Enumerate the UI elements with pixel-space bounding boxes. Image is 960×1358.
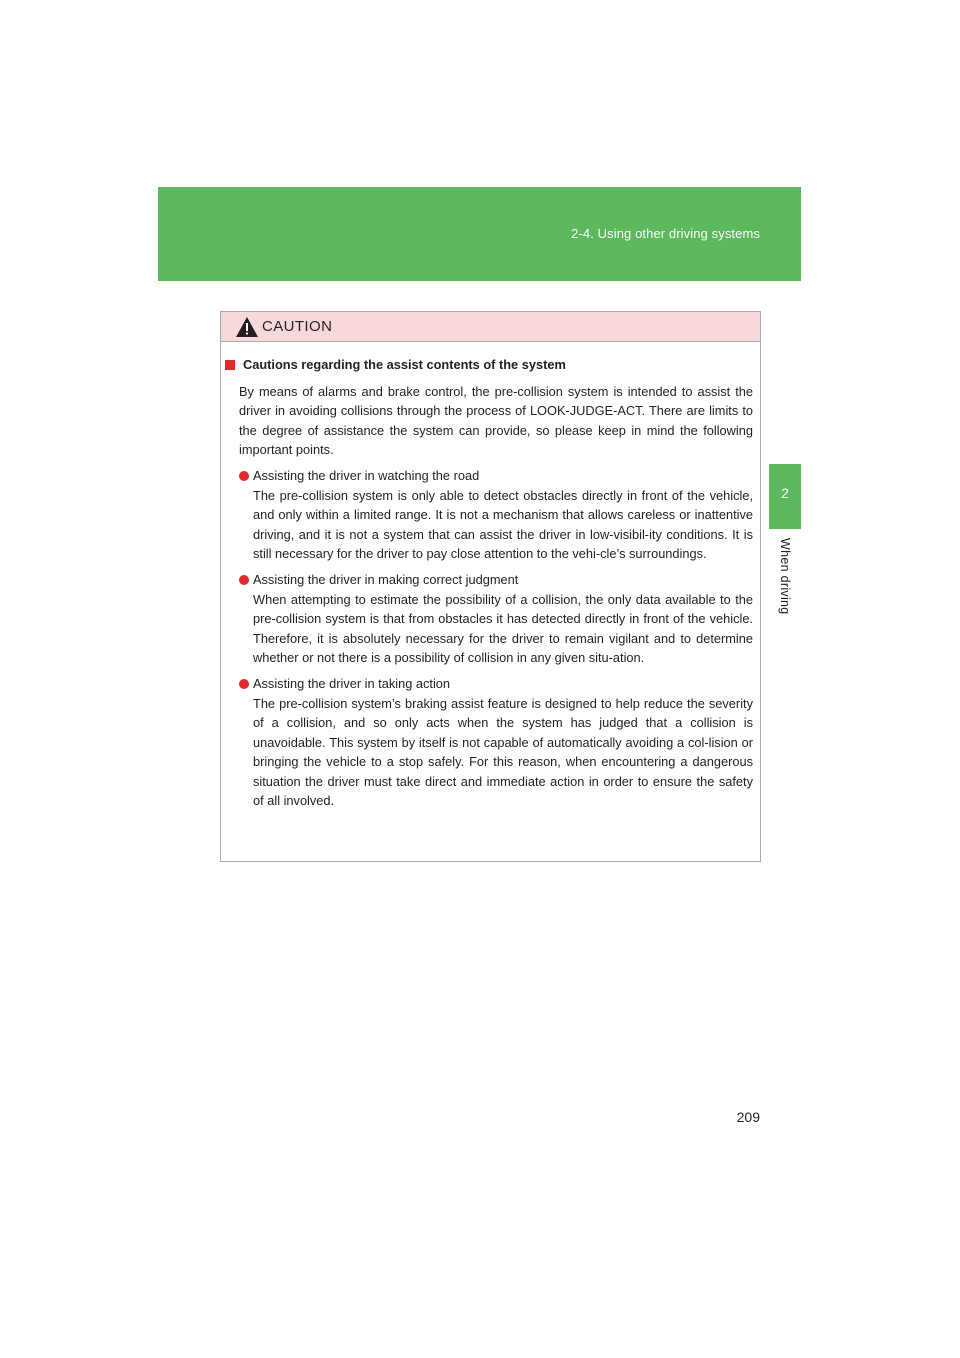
section-title: 2-4. Using other driving systems (571, 226, 760, 241)
round-bullet-icon (239, 575, 249, 585)
caution-header (221, 312, 760, 342)
caution-box (220, 311, 761, 862)
list-item (239, 674, 753, 811)
list-item-text: The pre-collision system is only able to detect obstacles directly in front of the vehicle, and only within a limited range. It is not a mechanism that allows careless or inattentive driving, and it is not a system that can assist the driver in low-visibil-ity conditions. It is still necessary for the driver to pay close attention to the vehi-cle’s surroundings. (253, 487, 753, 562)
list-item (239, 570, 753, 668)
list-item-title: Assisting the driver in watching the road (253, 467, 480, 483)
list-item-title: Assisting the driver in taking action (253, 675, 451, 691)
caution-body (221, 342, 760, 811)
chapter-number: 2 (781, 485, 789, 501)
caution-heading (225, 355, 753, 375)
header-band (158, 187, 801, 281)
list-item-text: When attempting to estimate the possibility of a collision, the only data available to the pre-collision system is that from obstacles it has detected directly in front of the vehicle. Therefore, it is absolutely necessary for the driver to remain vigilant and to determine whether or not there is a possibility of collision in any given situ-ation. (253, 591, 753, 666)
round-bullet-icon (239, 679, 249, 689)
warning-icon (235, 316, 259, 338)
list-item-text: The pre-collision system’s braking assist feature is designed to help reduce the severity of a collision, and so only acts when the system has judged that a collision is unavoidable. This system by itself is not capable of automatically avoiding a col-lision or bringing the vehicle to a stop safely. For this reason, when encountering a dangerous situation the driver must take direct and immediate action in order to ensure the safety of all involved. (253, 695, 753, 809)
round-bullet-icon (239, 471, 249, 481)
list-item (239, 466, 753, 564)
chapter-label: When driving (778, 538, 792, 615)
page-number: 209 (736, 1109, 760, 1125)
caution-label: CAUTION (262, 318, 333, 335)
chapter-tab[interactable] (769, 464, 801, 529)
list-item-title: Assisting the driver in making correct judgment (253, 571, 519, 587)
caution-heading-text: Cautions regarding the assist contents of the system (243, 357, 566, 372)
square-bullet-icon (225, 360, 235, 370)
caution-intro: By means of alarms and brake control, the pre-collision system is intended to assist the driver in avoiding collisions through the process of LOOK-JUDGE-ACT. There are limits to the degree of assistance the system can provide, so please keep in mind the following important points. (239, 383, 753, 458)
